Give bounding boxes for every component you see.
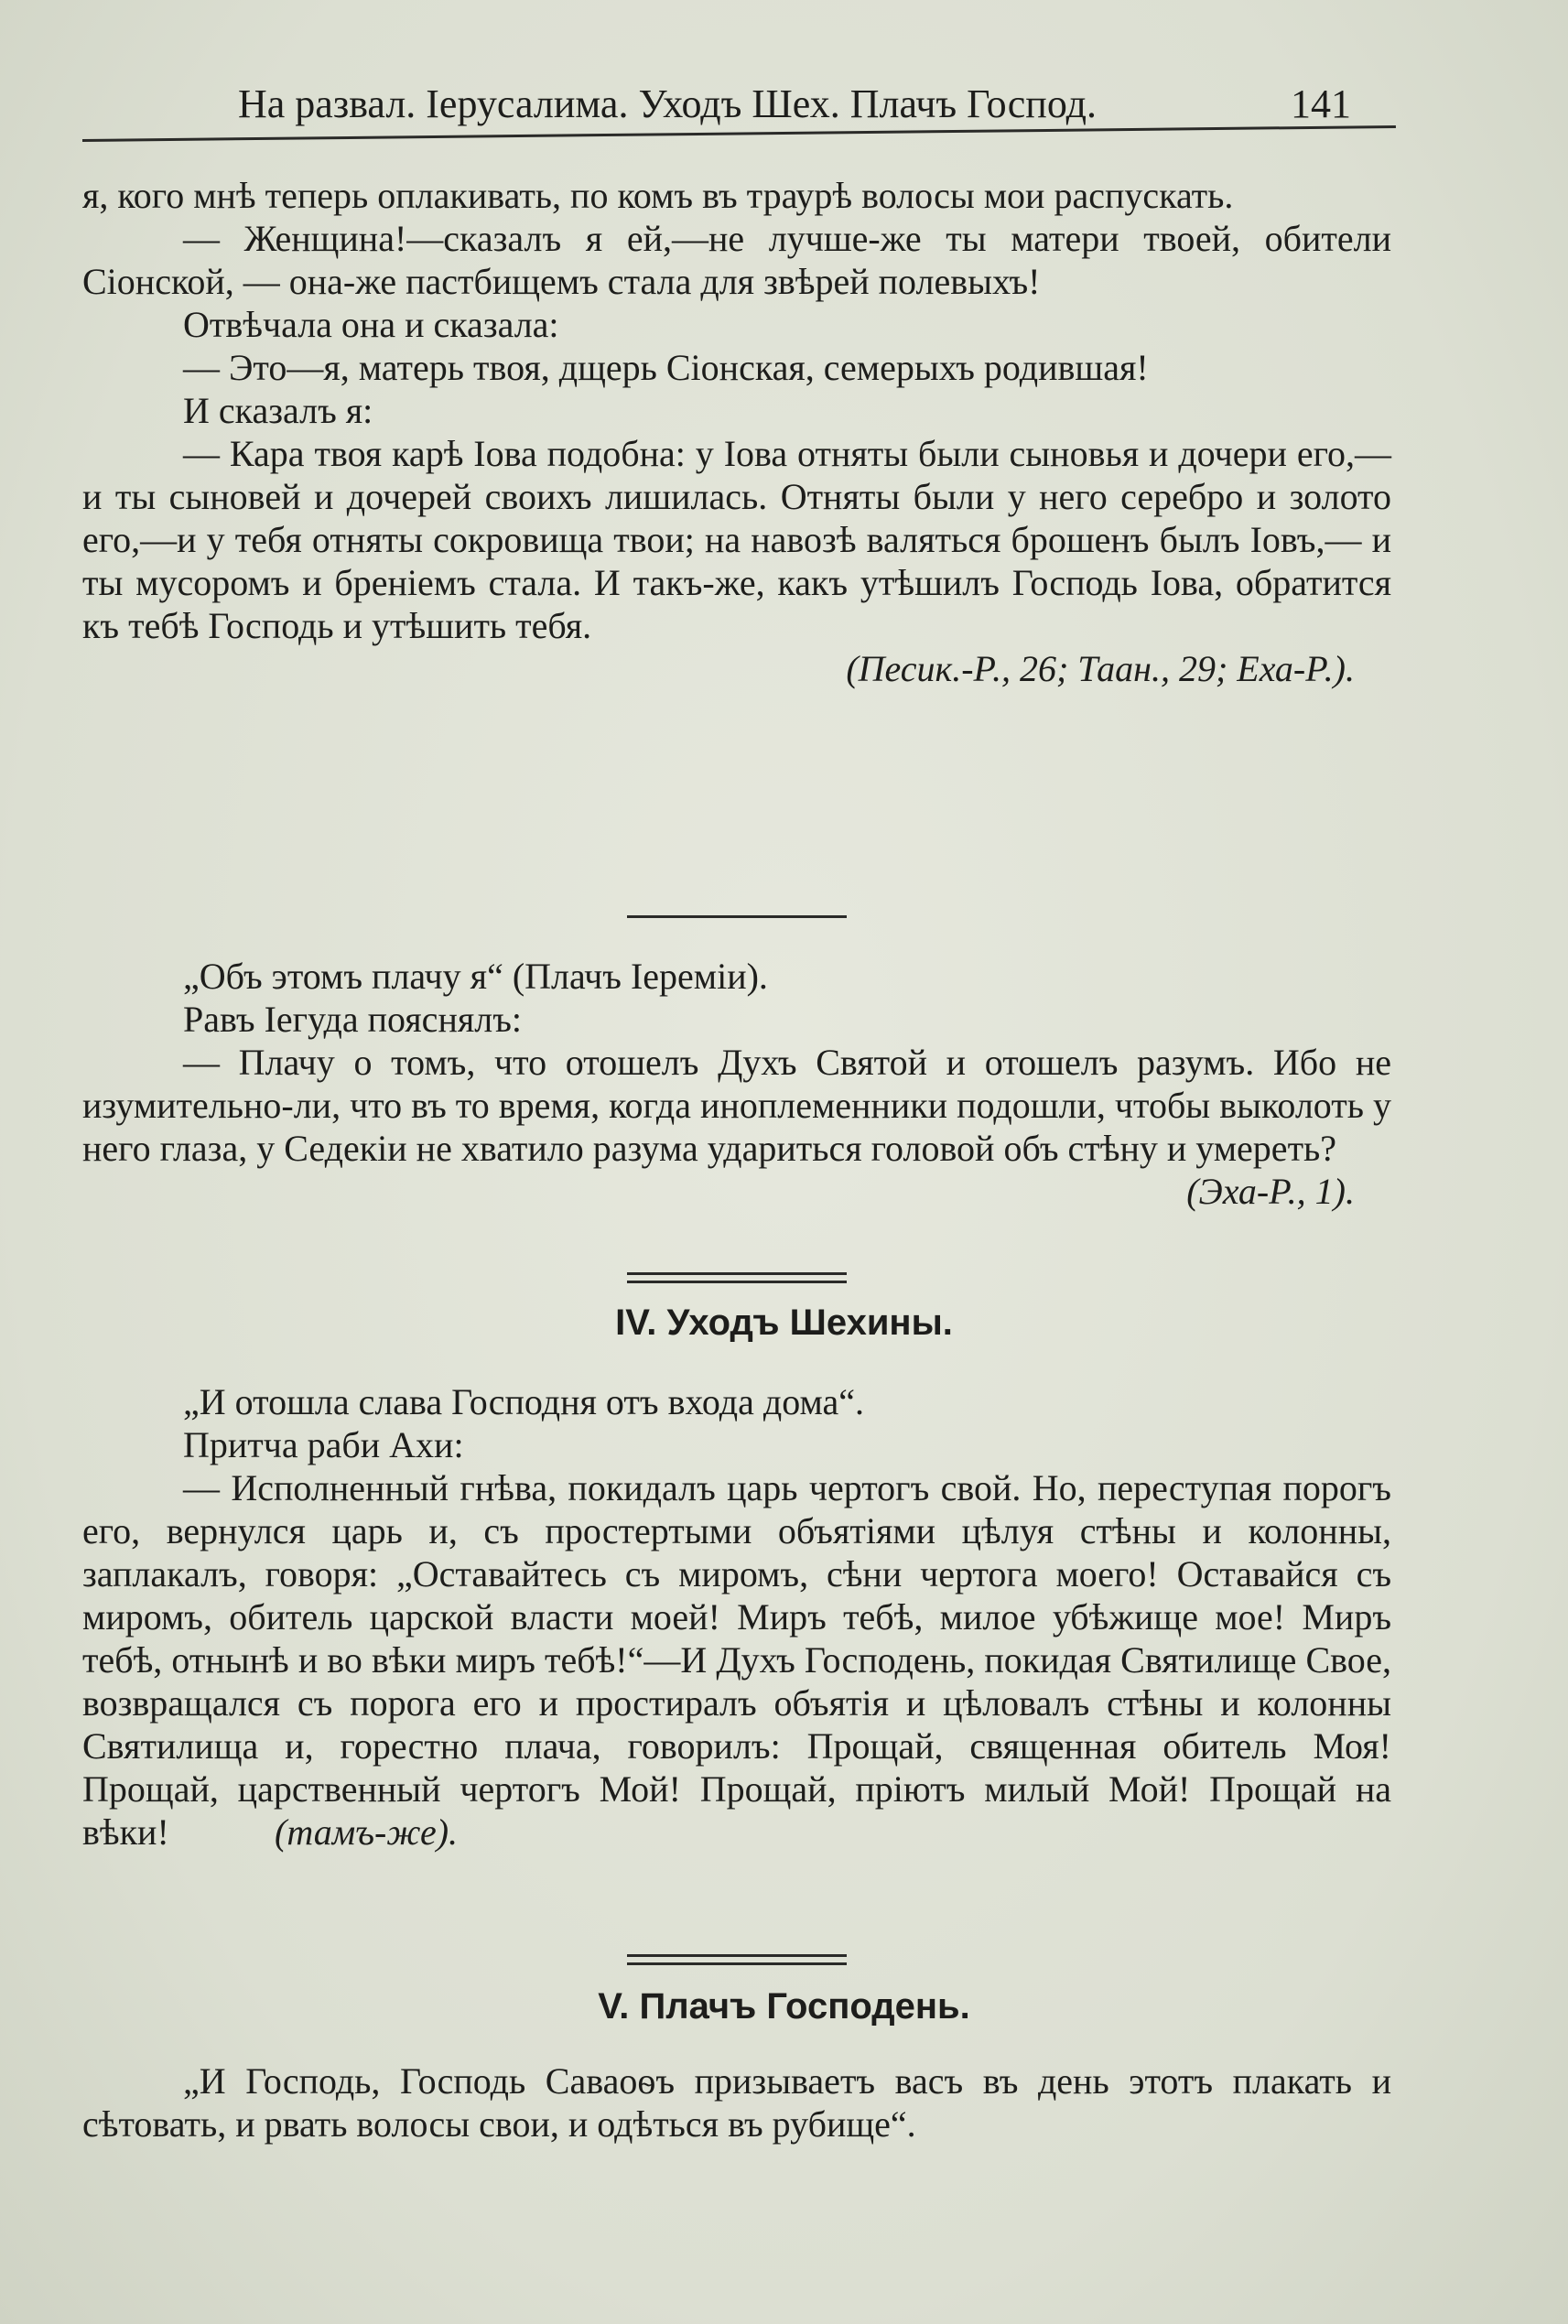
citation: (Эха-Р., 1). bbox=[1186, 1171, 1355, 1212]
double-rule bbox=[627, 1272, 847, 1283]
paragraph: Отвѣчала она и сказала: bbox=[183, 304, 559, 345]
section-2-text bbox=[82, 955, 1391, 1213]
paragraph: И сказалъ я: bbox=[183, 390, 373, 431]
section-4-text bbox=[82, 2059, 1391, 2146]
paragraph: „И отошла слава Господня отъ входа дома“. bbox=[183, 1381, 865, 1422]
paragraph: — Женщина!—сказалъ я ей,—не лучше-же ты матери твоей, обители Сіонской, — она-же пастбищемъ стала для звѣрей полевыхъ! bbox=[82, 218, 1391, 302]
paragraph: Притча раби Ахи: bbox=[183, 1424, 464, 1465]
section-heading-4: IV. Уходъ Шехины. bbox=[615, 1303, 953, 1343]
double-rule bbox=[627, 1954, 847, 1965]
paragraph: — Исполненный гнѣва, покидалъ царь чертогъ свой. Но, переступая порогъ его, вернулся царь и, съ простертыми объятіями цѣлуя стѣны и колонны, заплакалъ, говоря: „Оставайтесь съ миромъ, сѣни чертога моего! Оставайся съ миромъ, обитель царской власти моей! Миръ тебѣ, милое убѣжище мое! Миръ тебѣ, отнынѣ и во вѣки миръ тебѣ!“—И Духъ Господень, покидая Святилище Свое, возвращался съ порога его и простиралъ объятія и цѣловалъ стѣны и колонны Святилища и, горестно плача, говорилъ: Прощай, священная обитель Моя! Прощай, царственный чертогъ Мой! Прощай, пріютъ милый Мой! Прощай на вѣки! bbox=[82, 1467, 1391, 1853]
page-number: 141 bbox=[1291, 81, 1351, 126]
section-3-text bbox=[82, 1380, 1391, 1854]
paragraph: я, кого мнѣ теперь оплакивать, по комъ въ траурѣ волосы мои распускать. bbox=[82, 175, 1234, 216]
paragraph: Равъ Іегуда пояснялъ: bbox=[183, 999, 522, 1040]
paragraph: „Объ этомъ плачу я“ (Плачъ Іереміи). bbox=[183, 956, 768, 997]
running-header bbox=[238, 81, 1382, 127]
section-heading-5: V. Плачъ Господень. bbox=[598, 1986, 970, 2027]
header-rule bbox=[82, 125, 1396, 142]
separator-line bbox=[627, 915, 847, 918]
section-1-text bbox=[82, 174, 1391, 690]
paragraph: — Кара твоя карѣ Іова подобна: у Іова отняты были сыновья и дочери его,—и ты сыновей и дочерей своихъ лишилась. Отняты были у него серебро и золото его,—и у тебя отняты сокровища твои; на навозѣ валяться брошенъ былъ Іовъ,— и ты мусоромъ и бреніемъ стала. И такъ-же, какъ утѣшилъ Господь Іова, обратится къ тебѣ Господь и утѣшить тебя. bbox=[82, 433, 1391, 646]
citation: (Песик.-Р., 26; Таан., 29; Еха-Р.). bbox=[846, 648, 1355, 689]
paragraph: „И Господь, Господь Саваоѳъ призываетъ васъ въ день этотъ плакать и сѣтовать, и рвать волосы свои, и одѣться въ рубище“. bbox=[82, 2060, 1391, 2145]
running-title: На развал. Іерусалима. Уходъ Шех. Плачъ Господ. bbox=[238, 81, 1097, 126]
paragraph: — Это—я, матерь твоя, дщерь Сіонская, семерыхъ родившая! bbox=[183, 347, 1149, 388]
paragraph: — Плачу о томъ, что отошелъ Духъ Святой и отошелъ разумъ. Ибо не изумительно-ли, что въ то время, когда иноплеменники подошли, чтобы выколоть у него глаза, у Седекіи не хватило разума удариться головой объ стѣну и умереть? bbox=[82, 1042, 1391, 1169]
citation: (тамъ-же). bbox=[275, 1811, 459, 1853]
